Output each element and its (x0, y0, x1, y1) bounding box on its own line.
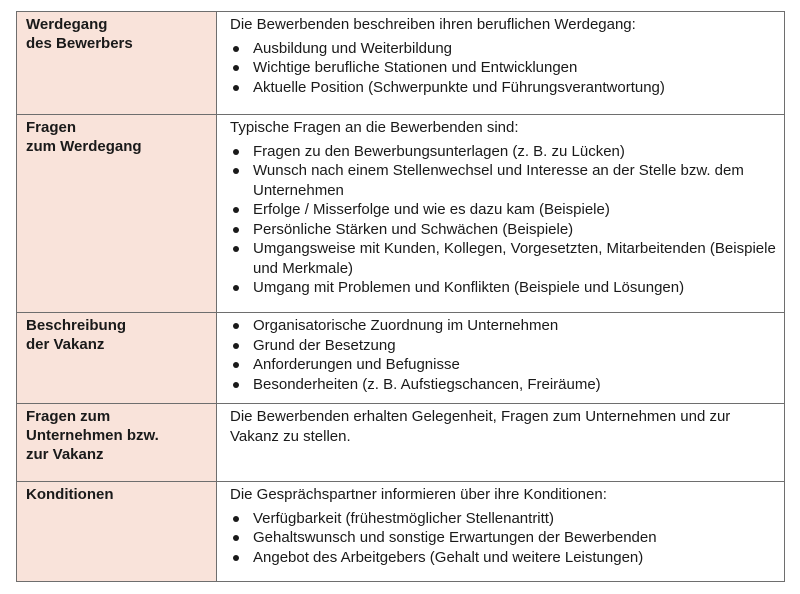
list-item: Ausbildung und Weiterbildung (230, 39, 776, 59)
list-item: Aktuelle Position (Schwerpunkte und Führungsverantwortung) (230, 78, 776, 98)
row-lead-text: Die Gesprächspartner informieren über ihre Konditionen: (230, 486, 607, 503)
list-item: Fragen zu den Bewerbungsunterlagen (z. B. zu Lücken) (230, 142, 776, 162)
row-label-line: der Vakanz (26, 336, 105, 353)
row-label-line: Konditionen (26, 486, 114, 503)
row-label-line: Werdegang (26, 16, 108, 33)
list-item: Organisatorische Zuordnung im Unternehmen (230, 316, 776, 336)
row-content (217, 313, 785, 404)
row-label (17, 404, 217, 482)
list-item: Angebot des Arbeitgebers (Gehalt und weitere Leistungen) (230, 548, 776, 568)
list-item: Persönliche Stärken und Schwächen (Beispiele) (230, 220, 776, 240)
bullet-list (230, 39, 776, 98)
row-label-line: Fragen (26, 119, 77, 136)
table-row-werdegang (17, 12, 785, 115)
row-label (17, 482, 217, 582)
list-item: Umgang mit Problemen und Konflikten (Beispiele und Lösungen) (230, 278, 776, 298)
table-row-fragen-unternehmen (17, 404, 785, 482)
row-label (17, 115, 217, 313)
row-label (17, 12, 217, 115)
row-content (217, 115, 785, 313)
bullet-list (230, 509, 776, 568)
row-lead-text: Typische Fragen an die Bewerbenden sind: (230, 119, 519, 136)
row-lead-text: Die Bewerbenden beschreiben ihren beruflichen Werdegang: (230, 16, 636, 33)
row-label-line: zum Werdegang (26, 138, 142, 155)
row-content (217, 404, 785, 482)
list-item: Umgangsweise mit Kunden, Kollegen, Vorgesetzten, Mitarbeitenden (Beispiele und Merkmale) (230, 239, 776, 278)
bullet-list (230, 142, 776, 298)
interview-structure-table (16, 11, 785, 582)
bullet-list (230, 316, 776, 394)
row-label (17, 313, 217, 404)
row-label-line: zur Vakanz (26, 446, 104, 463)
list-item: Verfügbarkeit (frühestmöglicher Stellenantritt) (230, 509, 776, 529)
row-label-line: Fragen zum (26, 408, 111, 425)
list-item: Wunsch nach einem Stellenwechsel und Interesse an der Stelle bzw. dem Unternehmen (230, 161, 776, 200)
list-item: Besonderheiten (z. B. Aufstiegschancen, Freiräume) (230, 375, 776, 395)
list-item: Grund der Besetzung (230, 336, 776, 356)
row-content (217, 482, 785, 582)
list-item: Gehaltswunsch und sonstige Erwartungen der Bewerbenden (230, 528, 776, 548)
row-content (217, 12, 785, 115)
table-row-fragen-werdegang (17, 115, 785, 313)
row-lead-text: Die Bewerbenden erhalten Gelegenheit, Fragen zum Unternehmen und zur Vakanz zu stellen. (230, 408, 731, 445)
list-item: Erfolge / Misserfolge und wie es dazu kam (Beispiele) (230, 200, 776, 220)
table-row-konditionen (17, 482, 785, 582)
row-label-line: Unternehmen bzw. (26, 427, 159, 444)
row-label-line: Beschreibung (26, 317, 127, 334)
list-item: Wichtige berufliche Stationen und Entwicklungen (230, 58, 776, 78)
list-item: Anforderungen und Befugnisse (230, 355, 776, 375)
table-row-vakanz (17, 313, 785, 404)
row-label-line: des Bewerbers (26, 35, 133, 52)
